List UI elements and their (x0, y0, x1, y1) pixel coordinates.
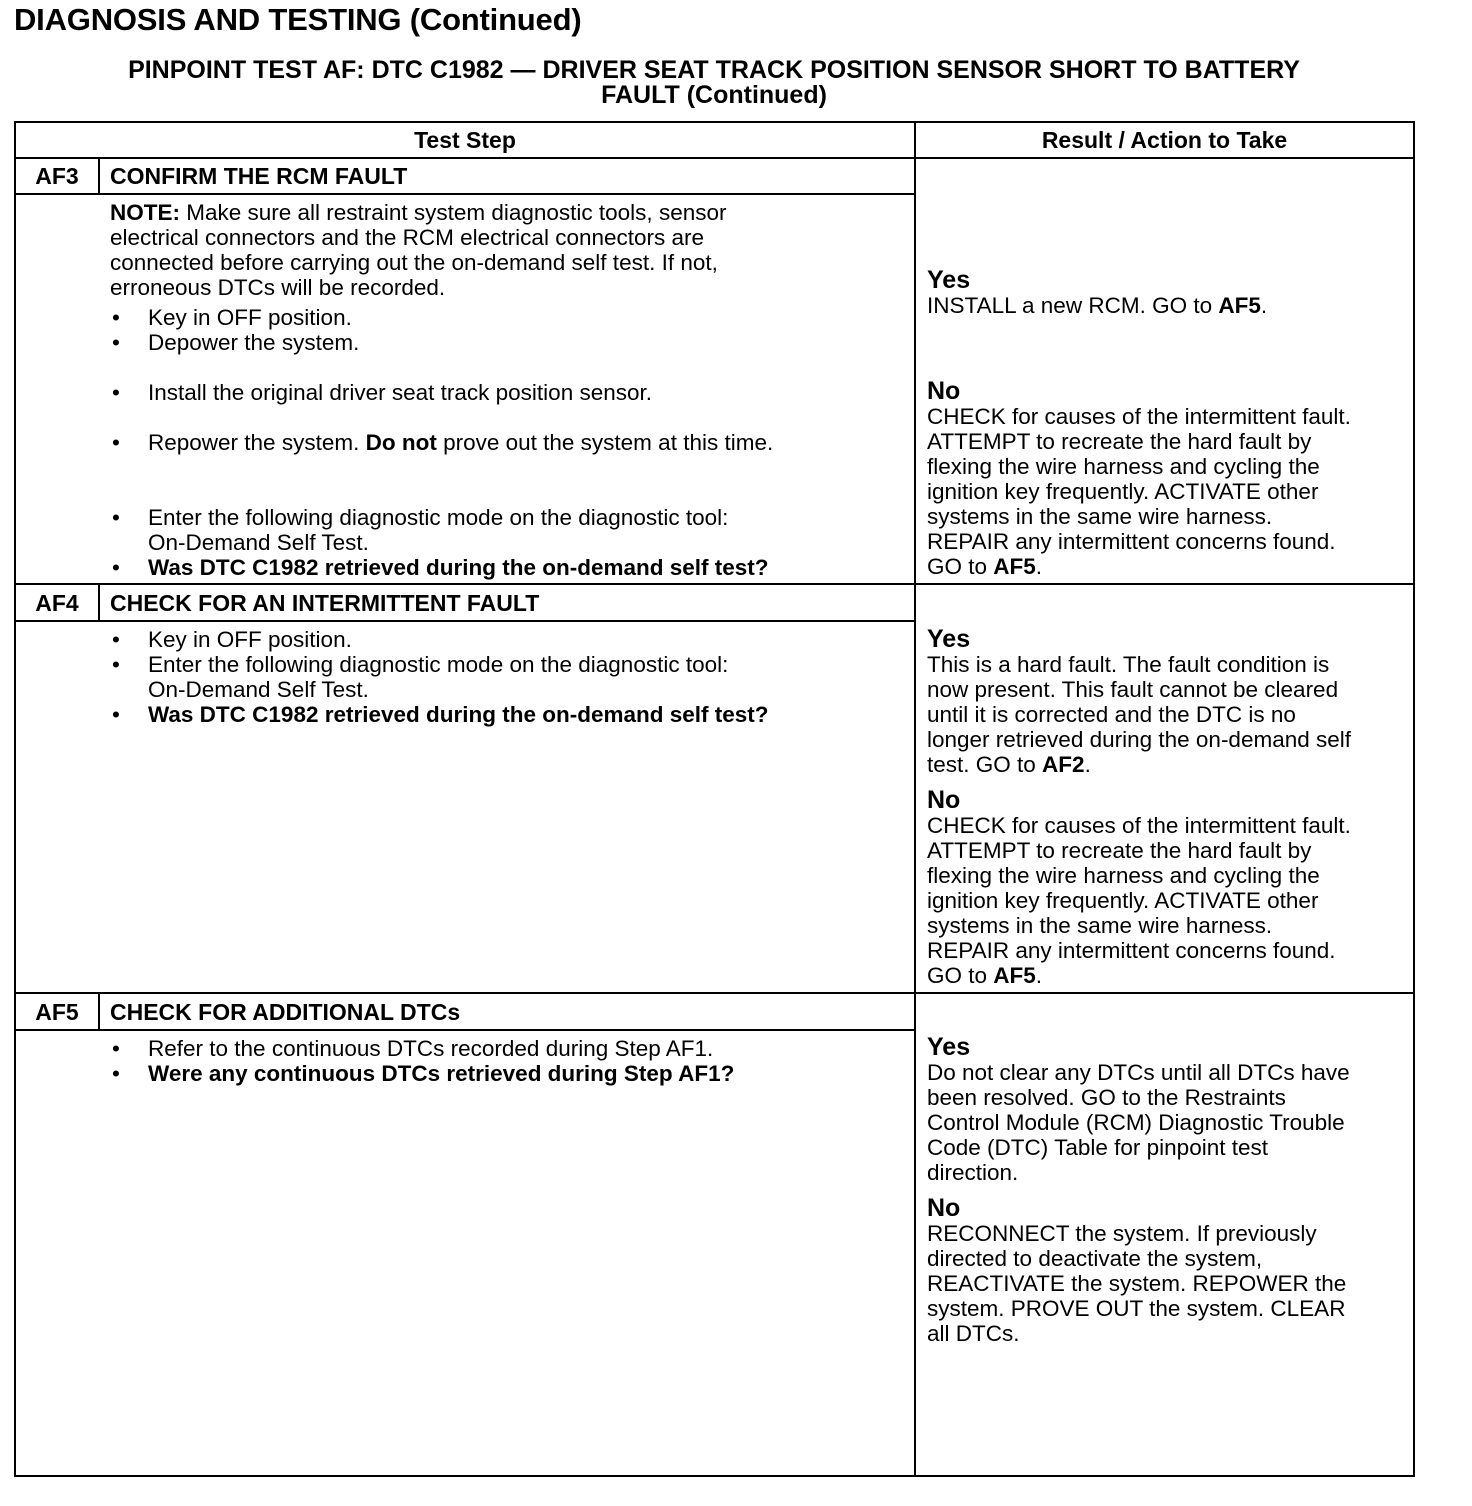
test-title-line1: PINPOINT TEST AF: DTC C1982 — DRIVER SEAT TRACK POSITION SENSOR SHORT TO BATTERY (128, 56, 1300, 84)
bullet-marker: • (112, 652, 120, 677)
note-text: connected before carrying out the on-demand self test. If not, (110, 250, 718, 275)
step-id-divider (98, 159, 100, 193)
bullet-text: Enter the following diagnostic mode on the diagnostic tool: On-Demand Self Test. (148, 652, 729, 702)
result-yes: Yes Do not clear any DTCs until all DTCs have been resolved. GO to the Restraints Control Module (RCM) Diagnostic Trouble Code (DTC) Table for pinpoint test direction. (927, 1034, 1413, 1185)
step-question: Was DTC C1982 retrieved during the on-demand self test? (148, 555, 769, 580)
page-heading: DIAGNOSIS AND TESTING (Continued) (14, 2, 582, 37)
step-id: AF3 (35, 163, 79, 189)
result-no: No CHECK for causes of the intermittent fault. ATTEMPT to recreate the hard fault by flexing the wire harness and cycling the ignition key frequently. ACTIVATE other systems in the same wire harness. REPAIR any intermittent concerns found. GO to AF5. (927, 787, 1411, 988)
result-no: No CHECK for causes of the intermittent fault. ATTEMPT to recreate the hard fault by flexing the wire harness and cycling the ignition key frequently. ACTIVATE other systems in the same wire harness. REPAIR any intermittent concerns found. GO to AF5. (927, 378, 1411, 579)
bullet-text: Key in OFF position. (148, 627, 352, 652)
no-label: No (927, 377, 961, 405)
bullet-marker: • (112, 430, 120, 455)
step-id-divider (98, 585, 100, 620)
bullet-marker: • (112, 305, 120, 330)
result-no: No RECONNECT the system. If previously directed to deactivate the system, REACTIVATE the system. REPOWER the system. PROVE OUT the system. CLEAR all DTCs. (927, 1195, 1411, 1346)
result-yes: Yes This is a hard fault. The fault condition is now present. This fault cannot be cleared until it is corrected and the DTC is no longer retrieved during the on-demand self test. GO to AF2. (927, 626, 1411, 777)
bullet-marker: • (112, 1061, 120, 1086)
note (110, 200, 900, 300)
yes-label: Yes (927, 266, 971, 294)
step-id-divider (98, 994, 100, 1029)
step-title: CHECK FOR AN INTERMITTENT FAULT (110, 590, 540, 616)
yes-label: Yes (927, 1033, 971, 1061)
bullet-marker: • (112, 380, 120, 405)
step-title: CONFIRM THE RCM FAULT (110, 163, 408, 189)
bullet-text: Key in OFF position. (148, 305, 352, 330)
bullet-text: Install the original driver seat track position sensor. (148, 380, 652, 405)
header-test-step: Test Step (414, 127, 516, 153)
header-result-action: Result / Action to Take (1041, 127, 1288, 153)
step-id: AF5 (35, 999, 79, 1025)
bullet-text: Repower the system. Do not prove out the system at this time. (148, 430, 774, 455)
bullet-marker: • (112, 505, 120, 530)
step-id: AF4 (35, 590, 79, 616)
bullet-text: Depower the system. (148, 330, 360, 355)
step-title: CHECK FOR ADDITIONAL DTCs (110, 999, 461, 1025)
result-yes: Yes INSTALL a new RCM. GO to AF5. (927, 267, 1407, 318)
column-divider (914, 123, 916, 1475)
bullet-marker: • (112, 330, 120, 355)
step-question: Was DTC C1982 retrieved during the on-demand self test? (148, 702, 769, 727)
note-text: erroneous DTCs will be recorded. (110, 275, 446, 300)
note-label: NOTE: (110, 200, 180, 225)
no-label: No (927, 786, 961, 814)
test-title (14, 58, 1414, 108)
note-text: electrical connectors and the RCM electrical connectors are (110, 225, 705, 250)
yes-label: Yes (927, 625, 971, 653)
bullet-marker: • (112, 1036, 120, 1061)
bullet-marker: • (112, 702, 120, 727)
bullet-text: Enter the following diagnostic mode on the diagnostic tool: On-Demand Self Test. (148, 505, 729, 555)
bullet-marker: • (112, 627, 120, 652)
step-question: Were any continuous DTCs retrieved during Step AF1? (148, 1061, 735, 1086)
note-text: Make sure all restraint system diagnostic tools, sensor (180, 200, 727, 225)
no-label: No (927, 1194, 961, 1222)
bullet-text: Refer to the continuous DTCs recorded during Step AF1. (148, 1036, 714, 1061)
test-title-line2: FAULT (Continued) (601, 81, 827, 109)
pinpoint-test-table (14, 121, 1415, 1477)
bullet-marker: • (112, 555, 120, 580)
